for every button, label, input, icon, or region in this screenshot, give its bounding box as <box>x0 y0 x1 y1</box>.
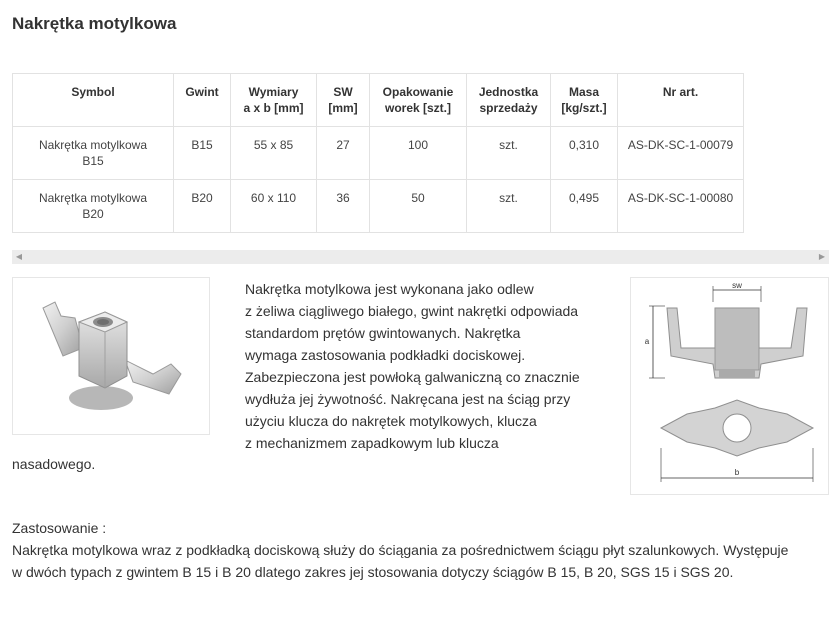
usage-heading: Zastosowanie : <box>12 520 107 536</box>
spec-table <box>12 73 744 233</box>
drawing-label-a: a <box>644 337 650 346</box>
usage-section <box>12 517 832 583</box>
col-header-symbol: Symbol <box>13 74 174 127</box>
cell-opakowanie: 100 <box>370 127 467 180</box>
drawing-label-b: b <box>734 468 740 477</box>
table-row <box>13 180 744 233</box>
col-header-gwint: Gwint <box>174 74 231 127</box>
usage-text-line: Nakrętka motylkowa wraz z podkładką dociskową służy do ściągania za pośrednictwem ściągu płyt szalunkowych. Występuje <box>12 542 789 558</box>
cell-wymiary: 60 x 110 <box>231 180 317 233</box>
cell-gwint: B15 <box>174 127 231 180</box>
table-row <box>13 127 744 180</box>
table-header-row <box>13 74 744 127</box>
cell-jednostka: szt. <box>467 180 551 233</box>
cell-nr-art: AS-DK-SC-1-00079 <box>618 127 744 180</box>
wing-nut-drawing <box>631 278 828 494</box>
cell-nr-art: AS-DK-SC-1-00080 <box>618 180 744 233</box>
arrow-left-icon[interactable]: ◀ <box>15 252 23 261</box>
arrow-right-icon[interactable]: ▶ <box>818 252 826 261</box>
product-photo <box>12 277 210 435</box>
col-header-jednostka: Jednostka sprzedaży <box>467 74 551 127</box>
product-description-tail: nasadowego. <box>12 456 96 472</box>
col-header-wymiary: Wymiary a x b [mm] <box>231 74 317 127</box>
cell-masa: 0,495 <box>551 180 618 233</box>
col-header-nr-art: Nr art. <box>618 74 744 127</box>
cell-opakowanie: 50 <box>370 180 467 233</box>
page-title: Nakrętka motylkowa <box>12 14 177 33</box>
usage-text-line: w dwóch typach z gwintem B 15 i B 20 dlatego zakres jej stosowania dotyczy ściągów B 15, B 20, SGS 15 i SGS 20. <box>12 564 734 580</box>
col-header-opakowanie: Opakowanie worek [szt.] <box>370 74 467 127</box>
col-header-sw: SW [mm] <box>317 74 370 127</box>
cell-sw: 27 <box>317 127 370 180</box>
product-description: Nakrętka motylkowa jest wykonana jako odlew z żeliwa ciągliwego białego, gwint nakrętki odpowiada standardom prętów gwintowanych. Nakrętka wymaga zastosowania podkładki dociskowej. Zabezpieczona jest powłoką galwaniczną co znacznie wydłuża jej żywotność. Nakręcana jest na ściąg przy użyciu klucza do nakrętek motylkowych, klucza z mechanizmem zapadkowym lub klucza <box>245 281 580 451</box>
drawing-label-sw: sw <box>732 281 742 290</box>
cell-wymiary: 55 x 85 <box>231 127 317 180</box>
wing-nut-photo <box>13 278 209 434</box>
cell-symbol: Nakrętka motylkowa B15 <box>13 127 174 180</box>
cell-symbol: Nakrętka motylkowa B20 <box>13 180 174 233</box>
col-header-masa: Masa [kg/szt.] <box>551 74 618 127</box>
cell-jednostka: szt. <box>467 127 551 180</box>
cell-gwint: B20 <box>174 180 231 233</box>
technical-drawing <box>630 277 829 495</box>
cell-sw: 36 <box>317 180 370 233</box>
cell-masa: 0,310 <box>551 127 618 180</box>
table-horizontal-scrollbar[interactable] <box>12 250 829 264</box>
